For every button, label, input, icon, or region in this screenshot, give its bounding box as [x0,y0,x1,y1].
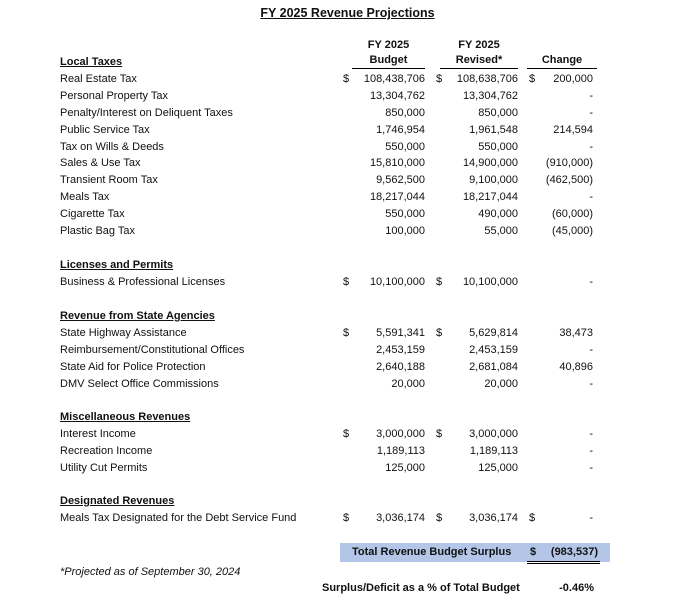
budget-value: 1,189,113 [376,445,425,457]
revised-value: 13,304,762 [462,90,518,102]
total-underline-bottom [527,563,600,564]
revised-value: 9,100,000 [469,174,518,186]
row-label: Business & Professional Licenses [60,276,226,288]
change-value: (45,000) [552,225,593,237]
revised-dollar-sign: $ [436,327,443,339]
row-label: Plastic Bag Tax [60,225,136,237]
row-label: Transient Room Tax [60,174,158,186]
revised-value: 18,217,044 [462,191,518,203]
row-label: Meals Tax [60,191,110,203]
revised-value: 2,681,084 [469,361,518,373]
budget-value: 3,036,174 [376,512,425,524]
revised-value: 125,000 [478,462,518,474]
section-title: Miscellaneous Revenues [60,411,191,423]
revised-value: 108,638,706 [456,73,518,85]
change-dollar-sign: $ [529,512,536,524]
row-label: Personal Property Tax [60,90,169,102]
budget-value: 20,000 [391,378,425,390]
revised-value: 1,961,548 [469,124,518,136]
budget-value: 10,100,000 [369,276,425,288]
budget-dollar-sign: $ [343,512,350,524]
revised-dollar-sign: $ [436,276,443,288]
section-title: Local Taxes [60,56,123,68]
change-value: (910,000) [545,157,593,169]
row-label: Penalty/Interest on Deliquent Taxes [60,107,233,119]
row-label: Cigarette Tax [60,208,125,220]
budget-dollar-sign: $ [343,428,350,440]
budget-value: 2,640,188 [376,361,425,373]
revised-value: 3,000,000 [469,428,518,440]
row-label: Real Estate Tax [60,73,137,85]
change-value: - [589,512,593,524]
budget-dollar-sign: $ [343,327,350,339]
row-label: State Aid for Police Protection [60,361,206,373]
budget-value: 3,000,000 [376,428,425,440]
footnote: *Projected as of September 30, 2024 [60,566,241,578]
budget-value: 2,453,159 [376,344,425,356]
revised-value: 2,453,159 [469,344,518,356]
budget-value: 550,000 [385,141,425,153]
row-label: Sales & Use Tax [60,157,141,169]
change-value: (462,500) [545,174,593,186]
revised-header-line1: FY 2025 [458,39,500,51]
budget-value: 13,304,762 [369,90,425,102]
revised-value: 1,189,113 [469,445,518,457]
row-label: Recreation Income [60,445,153,457]
percent-label: Surplus/Deficit as a % of Total Budget [322,582,520,594]
revised-dollar-sign: $ [436,73,443,85]
budget-value: 18,217,044 [369,191,425,203]
change-value: - [589,378,593,390]
row-label: Public Service Tax [60,124,150,136]
budget-value: 125,000 [385,462,425,474]
row-label: Meals Tax Designated for the Debt Service Fund [60,512,297,524]
revised-column-header [440,38,518,69]
revised-header-line2: Revised* [440,53,518,69]
page-title: FY 2025 Revenue Projections [260,6,435,20]
revised-dollar-sign: $ [436,512,443,524]
change-value: 200,000 [553,73,593,85]
change-value: - [589,344,593,356]
budget-header-line2: Budget [352,53,425,69]
budget-value: 550,000 [385,208,425,220]
row-label: Interest Income [60,428,136,440]
change-column-header: Change [527,53,597,69]
budget-value: 108,438,706 [363,73,425,85]
revised-value: 10,100,000 [462,276,518,288]
budget-header-line1: FY 2025 [367,39,410,51]
revised-value: 3,036,174 [469,512,518,524]
revised-value: 20,000 [484,378,518,390]
revised-dollar-sign: $ [436,428,443,440]
budget-dollar-sign: $ [343,73,350,85]
row-label: DMV Select Office Commissions [60,378,219,390]
budget-value: 850,000 [385,107,425,119]
budget-value: 9,562,500 [376,174,425,186]
change-value: - [589,107,593,119]
change-value: - [589,276,593,288]
budget-column-header [352,38,425,69]
revised-value: 55,000 [484,225,518,237]
change-value: - [589,90,593,102]
budget-value: 5,591,341 [376,327,425,339]
total-value: (983,537) [550,546,598,558]
total-dollar-sign: $ [530,546,537,558]
section-title: Designated Revenues [60,495,175,507]
revised-value: 14,900,000 [462,157,518,169]
row-label: State Highway Assistance [60,327,187,339]
total-label: Total Revenue Budget Surplus [352,546,512,558]
budget-value: 100,000 [385,225,425,237]
change-value: 40,896 [559,361,593,373]
section-title: Revenue from State Agencies [60,310,215,322]
change-value: - [589,428,593,440]
change-value: 214,594 [553,124,593,136]
change-value: - [589,191,593,203]
revised-value: 850,000 [478,107,518,119]
row-label: Tax on Wills & Deeds [60,141,164,153]
total-underline-top [527,561,600,562]
revised-value: 550,000 [478,141,518,153]
row-label: Reimbursement/Constitutional Offices [60,344,245,356]
section-title: Licenses and Permits [60,259,174,271]
revised-value: 490,000 [478,208,518,220]
percent-value: -0.46% [559,582,594,594]
change-value: - [589,462,593,474]
change-value: - [589,141,593,153]
change-value: (60,000) [552,208,593,220]
change-value: 38,473 [559,327,593,339]
budget-value: 15,810,000 [369,157,425,169]
change-value: - [589,445,593,457]
budget-value: 1,746,954 [376,124,425,136]
change-dollar-sign: $ [529,73,536,85]
revised-value: 5,629,814 [469,327,518,339]
budget-dollar-sign: $ [343,276,350,288]
row-label: Utility Cut Permits [60,462,148,474]
